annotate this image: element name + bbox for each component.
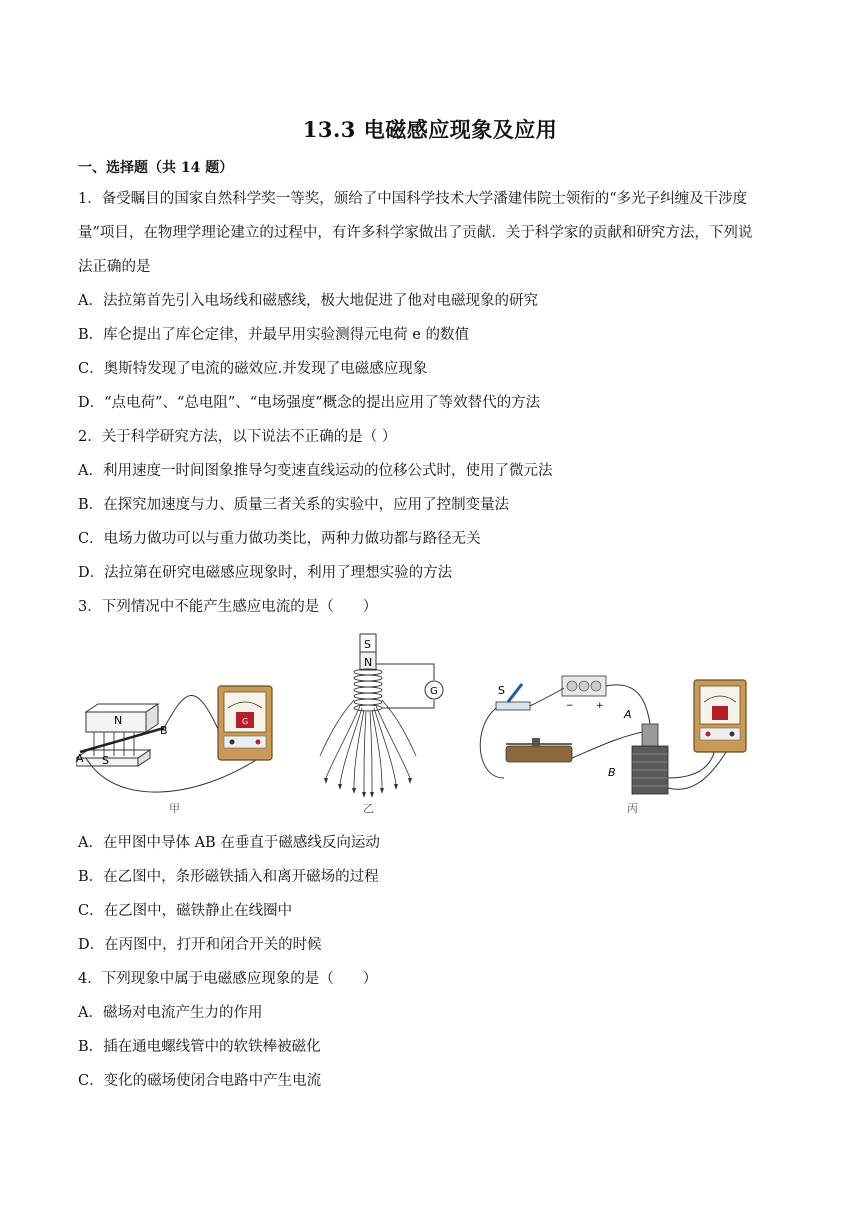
q1-stem-line-3: 法正确的是 <box>78 259 151 275</box>
figure-bing <box>480 676 746 794</box>
bing-label-minus: − <box>566 701 574 711</box>
q3-option-c: C．在乙图中，磁铁静止在线圈中 <box>78 903 293 919</box>
q3-option-a: A．在甲图中导体 AB 在垂直于磁感线反向运动 <box>78 835 380 851</box>
bing-label-plus: + <box>596 701 604 711</box>
figure-caption-bing: 丙 <box>627 802 638 815</box>
figure-yi <box>320 634 443 798</box>
q1-option-d: D．“点电荷”、“总电阻”、“电场强度”概念的提出应用了等效替代的方法 <box>78 395 541 411</box>
q1-option-c: C．奥斯特发现了电流的磁效应.并发现了电磁感应现象 <box>78 361 428 377</box>
jia-label-s: S <box>102 754 109 767</box>
q2-option-a: A．利用速度一时间图象推导匀变速直线运动的位移公式时，使用了微元法 <box>78 463 553 479</box>
q2-stem: 2．关于科学研究方法，以下说法不正确的是（ ） <box>78 429 397 445</box>
q2-option-c: C．电场力做功可以与重力做功类比，两种力做功都与路径无关 <box>78 531 481 547</box>
q2-option-d: D．法拉第在研究电磁感应现象时，利用了理想实验的方法 <box>78 565 453 581</box>
bing-label-a: A <box>624 708 632 721</box>
q4-stem: 4．下列现象中属于电磁感应现象的是（ ） <box>78 971 378 987</box>
jia-label-n: N <box>114 714 123 727</box>
figure-caption-yi: 乙 <box>363 802 374 815</box>
q3-stem: 3．下列情况中不能产生感应电流的是（ ） <box>78 599 378 615</box>
figure-jia <box>76 686 272 792</box>
yi-label-n: N <box>364 656 373 669</box>
q4-option-a: A．磁场对电流产生力的作用 <box>78 1005 263 1021</box>
jia-label-a: A <box>76 752 84 765</box>
jia-label-g: G <box>242 717 249 726</box>
q3-option-b: B．在乙图中，条形磁铁插入和离开磁场的过程 <box>78 869 379 885</box>
q4-option-c: C．变化的磁场使闭合电路中产生电流 <box>78 1073 322 1089</box>
yi-label-s: S <box>364 638 371 651</box>
q3-option-d: D．在丙图中，打开和闭合开关的时候 <box>78 937 322 953</box>
yi-label-g: G <box>430 686 438 697</box>
q3-figure <box>76 628 788 820</box>
bing-label-s: S <box>498 684 505 697</box>
q2-option-b: B．在探究加速度与力、质量三者关系的实验中，应用了控制变量法 <box>78 497 510 513</box>
bing-label-b: B <box>608 766 616 779</box>
q1-option-b: B．库仑提出了库仑定律，并最早用实验测得元电荷 e 的数值 <box>78 327 469 343</box>
q1-stem-line-2: 量”项目，在物理学理论建立的过程中，有许多科学家做出了贡献．关于科学家的贡献和研究方法，下列说 <box>78 225 753 241</box>
q4-option-b: B．插在通电螺线管中的软铁棒被磁化 <box>78 1039 321 1055</box>
jia-label-b: B <box>160 724 168 737</box>
page-title: 13.3 电磁感应现象及应用 <box>302 117 558 142</box>
q1-option-a: A．法拉第首先引入电场线和磁感线，极大地促进了他对电磁现象的研究 <box>78 293 538 309</box>
figure-caption-jia: 甲 <box>169 802 180 815</box>
section-heading: 一、选择题（共 14 题） <box>78 160 234 176</box>
q1-stem-line-1: 1．备受瞩目的国家自然科学奖一等奖，颁给了中国科学技术大学潘建伟院士领衔的“多光子纠缠及干涉度 <box>78 191 748 207</box>
